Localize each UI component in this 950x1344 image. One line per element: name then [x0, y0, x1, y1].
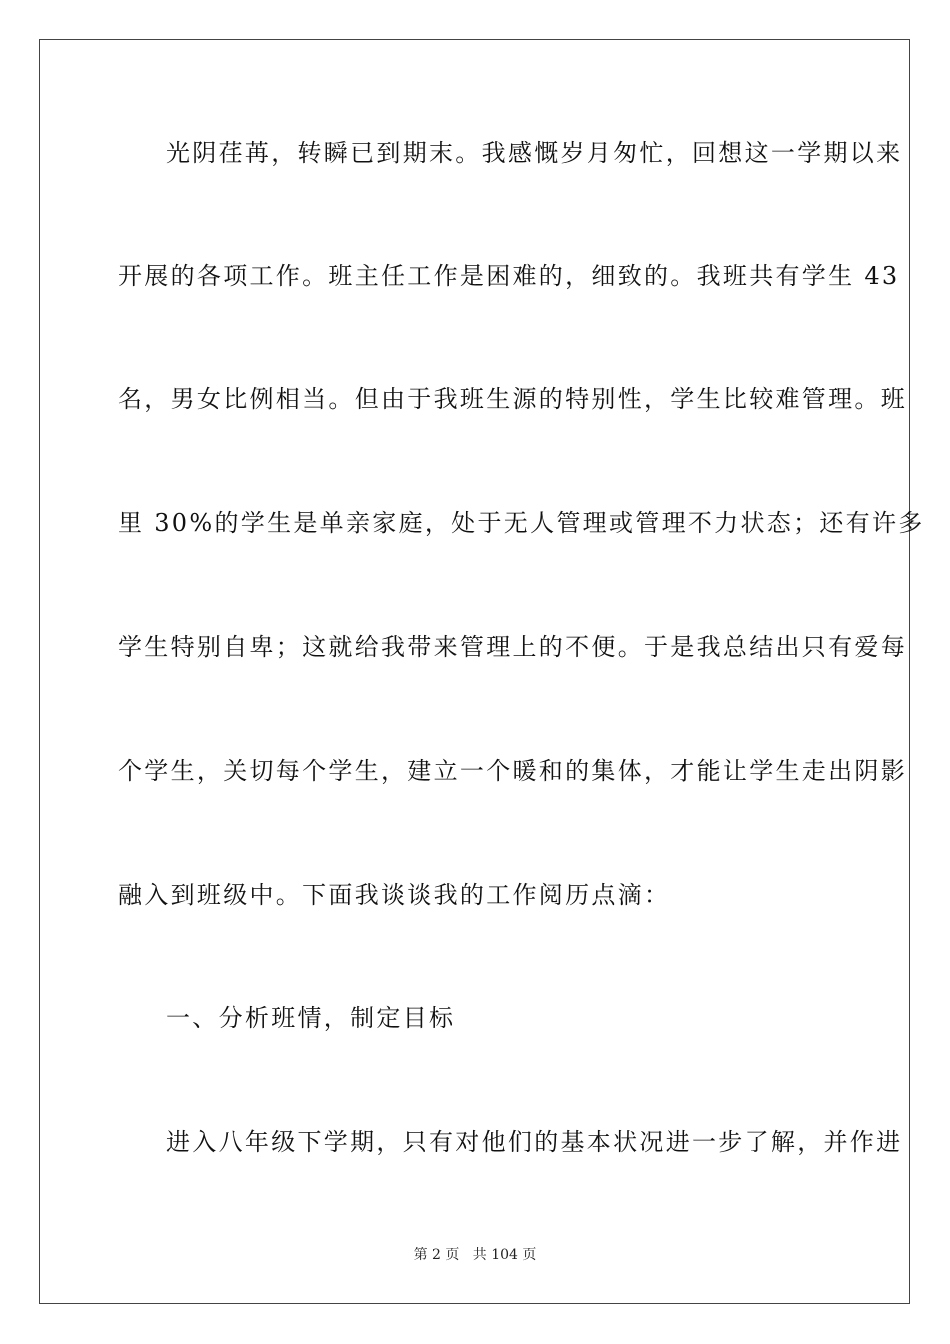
paragraph-line: 进入八年级下学期，只有对他们的基本状况进一步了解，并作进 — [166, 1128, 903, 1156]
page-frame — [39, 39, 925, 1304]
paragraph-line: 名，男女比例相当。但由于我班生源的特别性，学生比较难管理。班 — [118, 385, 907, 413]
paragraph-line: 融入到班级中。下面我谈谈我的工作阅历点滴： — [118, 881, 671, 909]
page-footer — [0, 1246, 950, 1264]
paragraph-line: 里 30%的学生是单亲家庭，处于无人管理或管理不力状态；还有许多 — [118, 509, 925, 537]
paragraph-line: 开展的各项工作。班主任工作是困难的，细致的。我班共有学生 43 — [118, 262, 900, 290]
page-total: 共 104 页 — [472, 1247, 537, 1263]
paragraph-line: 光阴荏苒，转瞬已到期末。我感慨岁月匆忙，回想这一学期以来 — [166, 139, 903, 167]
paragraph-line: 个学生，关切每个学生，建立一个暖和的集体，才能让学生走出阴影 — [118, 757, 907, 785]
page-number: 第 2 页 — [413, 1247, 460, 1263]
paragraph-line: 学生特别自卑；这就给我带来管理上的不便。于是我总结出只有爱每 — [118, 633, 907, 661]
section-heading: 一、分析班情，制定目标 — [166, 1004, 456, 1032]
